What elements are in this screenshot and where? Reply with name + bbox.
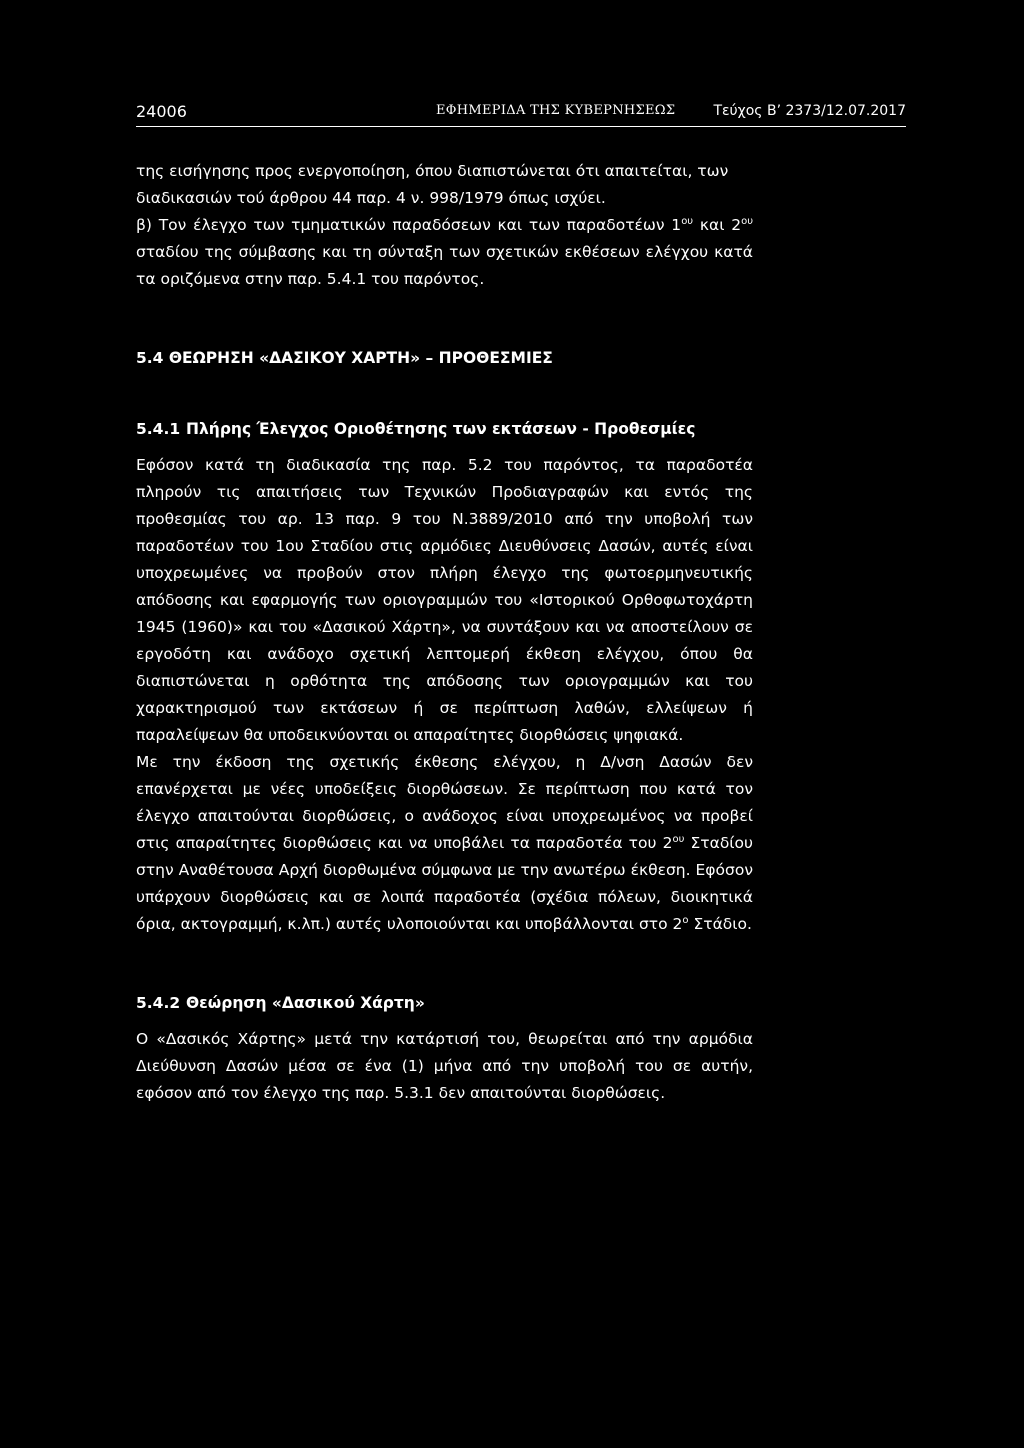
item-b-sup-1: ου — [681, 215, 694, 227]
section-5-4-2-number: 5.4.2 — [136, 994, 181, 1012]
para-2-text-b: Σταδίου στην Αναθέτουσα Αρχή διορθωμένα σύμφωνα με την ανωτέρω έκθεση. Εφόσον υπάρχουν διορθώσεις και σε λοιπά παραδοτέα (σχέδια πόλεων, διοικητικά όρια, ακτογραμμή, κ.λπ.) αυτές υλοποιούνται και υποβάλλονται στο 2 — [136, 834, 753, 933]
para-2-text-a: Με την έκδοση της σχετικής έκθεσης ελέγχου, η Δ/νση Δασών δεν επανέρχεται με νέες υποδείξεις διορθώσεων. Σε περίπτωση που κατά τον έλεγχο απαιτούνται διορθώσεις, ο ανάδοχος είναι υποχρεωμένος να προβεί στις απαραίτητες διορθώσεις και να υποβάλει τα παραδοτέα του 2 — [136, 753, 753, 852]
para-2-sup-1: ου — [672, 833, 685, 845]
issue-reference: Τεύχος Β’ 2373/12.07.2017 — [713, 103, 906, 119]
para-2-text-c: Στάδιο. — [688, 915, 752, 933]
section-5-4-1-paragraph-2 — [136, 749, 753, 938]
page-number: 24006 — [136, 102, 187, 121]
gazette-title: ΕΦΗΜΕΡΙΔΑ ΤΗΣ ΚΥΒΕΡΝΗΣΕΩΣ — [436, 103, 676, 118]
item-b-text-3: σταδίου της σύμβασης και τη σύνταξη των σχετικών εκθέσεων ελέγχου κατά τα οριζόμενα στην παρ. 5.4.1 του παρόντος. — [136, 243, 753, 288]
section-5-4-1-paragraph-1: Εφόσον κατά τη διαδικασία της παρ. 5.2 του παρόντος, τα παραδοτέα πληρούν τις απαιτήσεις των Τεχνικών Προδιαγραφών και εντός της προθεσμίας του αρ. 13 παρ. 9 του Ν.3889/2010 από την υποβολή των παραδοτέων του 1ου Σταδίου στις αρμόδιες Διευθύνσεις Δασών, αυτές είναι υποχρεωμένες να προβούν στον πλήρη έλεγχο της φωτοερμηνευτικής απόδοσης και εφαρμογής των οριογραμμών του «Ιστορικού Ορθοφωτοχάρτη 1945 (1960)» και του «Δασικού Χάρτη», να συντάξουν και να αποστείλουν σε εργοδότη και ανάδοχο σχετική λεπτομερή έκθεση ελέγχου, όπου θα διαπιστώνεται η ορθότητα της απόδοσης των οριογραμμών και του χαρακτηρισμού των εκτάσεων ή σε περίπτωση λαθών, ελλείψεων ή παραλείψεων θα υποδεικνύονται οι απαραίτητες διορθώσεις ψηφιακά. — [136, 456, 753, 744]
section-5-4-1-title: Πλήρης Έλεγχος Οριοθέτησης των εκτάσεων - Προθεσμίες — [186, 420, 696, 438]
section-5-4-2-paragraph-1: Ο «Δασικός Χάρτης» μετά την κατάρτισή του, θεωρείται από την αρμόδια Διεύθυνση Δασών μέσα σε ένα (1) μήνα από την υποβολή του σε αυτήν, εφόσον από τον έλεγχο της παρ. 5.3.1 δεν απαιτούνται διορθώσεις. — [136, 1030, 753, 1102]
page-header — [136, 100, 906, 127]
section-5-4-heading: 5.4 ΘΕΩΡΗΣΗ «ΔΑΣΙΚΟΥ ΧΑΡΤΗ» – ΠΡΟΘΕΣΜΙΕΣ — [136, 349, 553, 367]
section-5-4-2-title: Θεώρηση «Δασικού Χάρτη» — [186, 994, 425, 1012]
item-b-text-2: και 2 — [693, 216, 742, 234]
section-5-4-1-number: 5.4.1 — [136, 420, 181, 438]
section-5-4-1-heading — [136, 416, 753, 443]
section-5-4-2-heading — [136, 990, 753, 1017]
item-b-sup-2: ου — [741, 215, 753, 227]
item-b-paragraph — [136, 212, 753, 293]
intro-paragraph: της εισήγησης προς ενεργοποίηση, όπου διαπιστώνεται ότι απαιτείται, των διαδικασιών τού άρθρου 44 παρ. 4 ν. 998/1979 όπως ισχύει. — [136, 162, 729, 207]
para-2-sup-2: ο — [682, 914, 689, 926]
page-body — [136, 158, 753, 1107]
item-b-text-1: β) Τον έλεγχο των τμηματικών παραδόσεων και των παραδοτέων 1 — [136, 216, 682, 234]
